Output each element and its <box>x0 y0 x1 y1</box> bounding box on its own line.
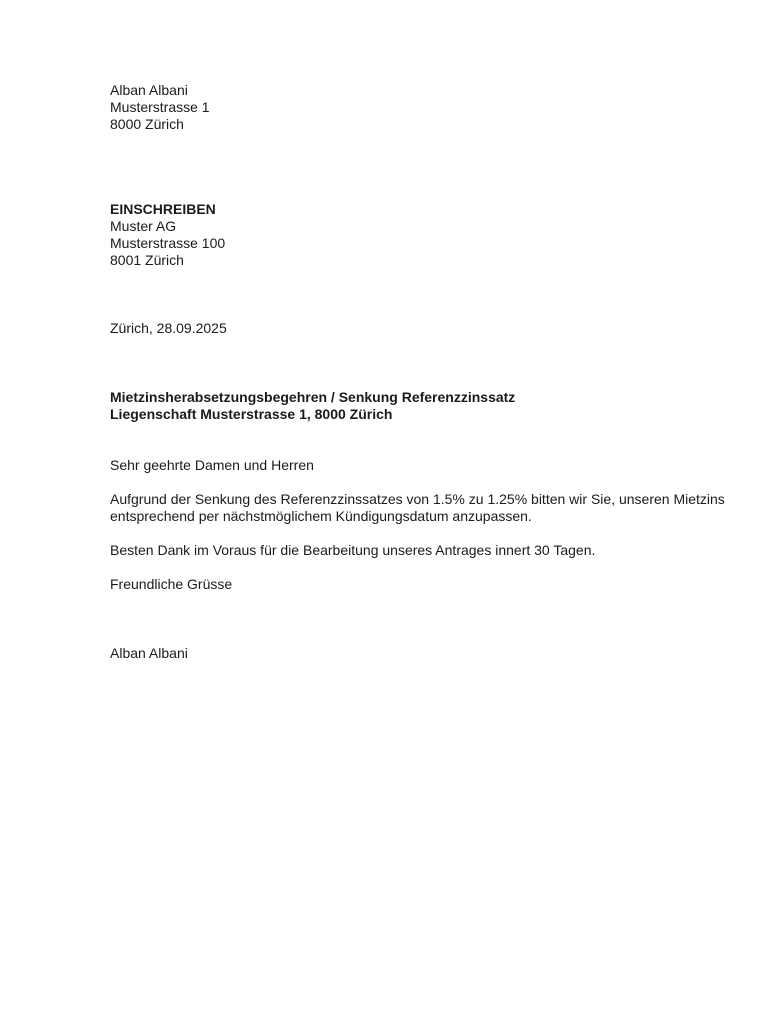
date-line: Zürich, 28.09.2025 <box>110 320 227 336</box>
body-paragraph-1-line-2: entsprechend per nächstmöglichem Kündigungsdatum anzupassen. <box>110 508 532 524</box>
salutation: Sehr geehrte Damen und Herren <box>110 457 314 473</box>
subject-line-1: Mietzinsherabsetzungsbegehren / Senkung Referenzzinssatz <box>110 389 516 405</box>
closing-phrase: Freundliche Grüsse <box>110 576 233 592</box>
recipient-street: Musterstrasse 100 <box>110 235 226 251</box>
body-paragraph-1-line-1: Aufgrund der Senkung des Referenzzinssatzes von 1.5% zu 1.25% bitten wir Sie, unseren Mietzins <box>110 491 725 507</box>
sender-city: 8000 Zürich <box>110 116 184 132</box>
recipient-address-block <box>110 201 662 269</box>
sender-name: Alban Albani <box>110 82 188 98</box>
sender-address-block <box>110 82 662 133</box>
delivery-method-label: EINSCHREIBEN <box>110 201 216 217</box>
subject-block <box>110 389 662 423</box>
subject-line-2: Liegenschaft Musterstrasse 1, 8000 Zürich <box>110 406 393 422</box>
sender-street: Musterstrasse 1 <box>110 99 210 115</box>
recipient-city: 8001 Zürich <box>110 252 184 268</box>
recipient-company: Muster AG <box>110 218 177 234</box>
body-paragraph-2: Besten Dank im Voraus für die Bearbeitung unseres Antrages innert 30 Tagen. <box>110 542 596 558</box>
body-paragraph-1 <box>110 491 725 525</box>
signature-name: Alban Albani <box>110 645 188 661</box>
